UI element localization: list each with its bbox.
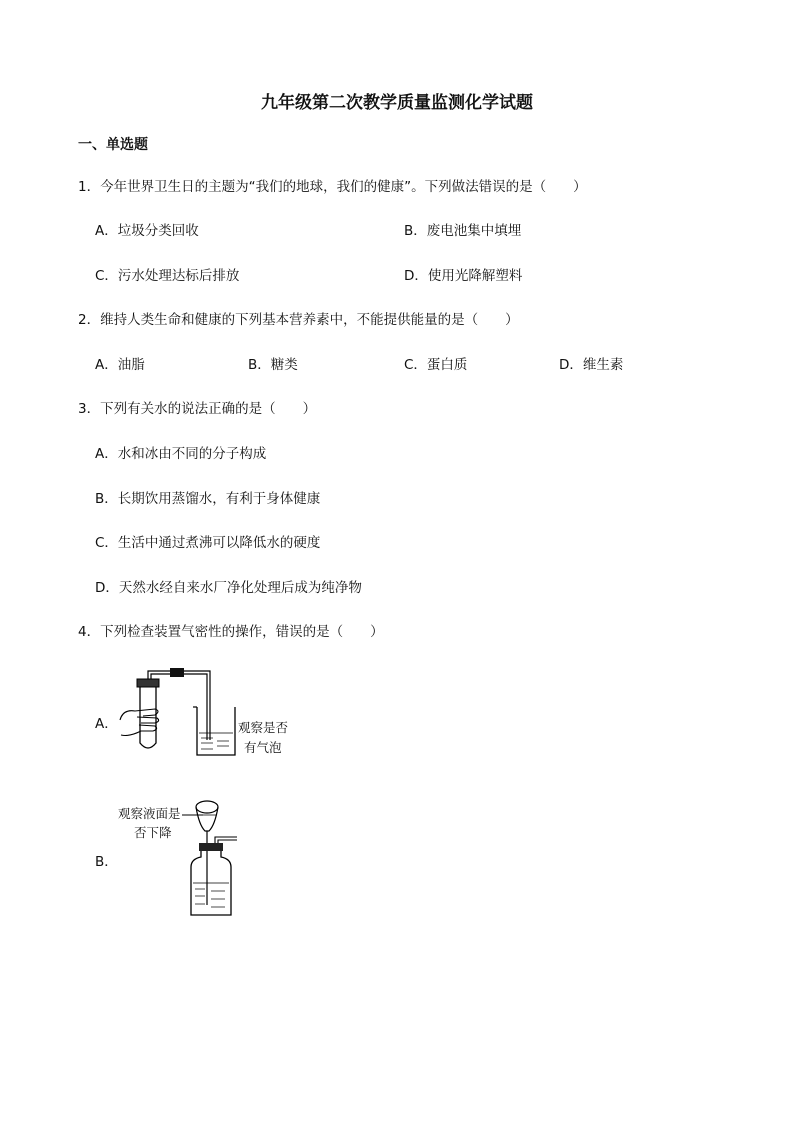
question-1-option-a[interactable]: A．垃圾分类回收 — [95, 223, 199, 239]
question-2-option-b[interactable]: B．糖类 — [248, 357, 298, 373]
question-2-stem: 2．维持人类生命和健康的下列基本营养素中，不能提供能量的是（ ） — [78, 312, 519, 328]
question-3-option-c[interactable]: C．生活中通过煮沸可以降低水的硬度 — [95, 535, 321, 551]
section-heading: 一、单选题 — [78, 137, 148, 153]
question-1-stem: 1．今年世界卫生日的主题为“我们的地球，我们的健康”。下列做法错误的是（ ） — [78, 179, 587, 195]
figure-b-label-line1: 观察液面是 — [118, 806, 181, 821]
question-3-stem: 3．下列有关水的说法正确的是（ ） — [78, 401, 317, 417]
figure-a-label-line2: 有气泡 — [244, 740, 282, 755]
question-1-option-b[interactable]: B．废电池集中填埋 — [404, 223, 522, 239]
question-3-option-b[interactable]: B．长期饮用蒸馏水，有利于身体健康 — [95, 491, 321, 507]
question-2-option-a[interactable]: A．油脂 — [95, 357, 145, 373]
figure-b-funnel-and-bottle — [185, 795, 265, 920]
question-4-option-b[interactable]: B． — [95, 854, 118, 870]
figure-a-label-line1: 观察是否 — [238, 720, 289, 735]
question-4-stem: 4．下列检查装置气密性的操作，错误的是（ ） — [78, 624, 384, 640]
figure-a-test-tube-in-beaker — [115, 665, 315, 765]
question-1-option-d[interactable]: D．使用光降解塑料 — [404, 268, 523, 284]
question-2-option-d[interactable]: D．维生素 — [559, 357, 624, 373]
question-1-option-c[interactable]: C．污水处理达标后排放 — [95, 268, 240, 284]
question-2-option-c[interactable]: C．蛋白质 — [404, 357, 468, 373]
figure-b-label-line2: 否下降 — [134, 825, 172, 840]
question-4-option-a[interactable]: A． — [95, 716, 118, 732]
page-title: 九年级第二次教学质量监测化学试题 — [261, 93, 533, 113]
question-3-option-d[interactable]: D．天然水经自来水厂净化处理后成为纯净物 — [95, 580, 362, 596]
question-3-option-a[interactable]: A．水和冰由不同的分子构成 — [95, 446, 267, 462]
